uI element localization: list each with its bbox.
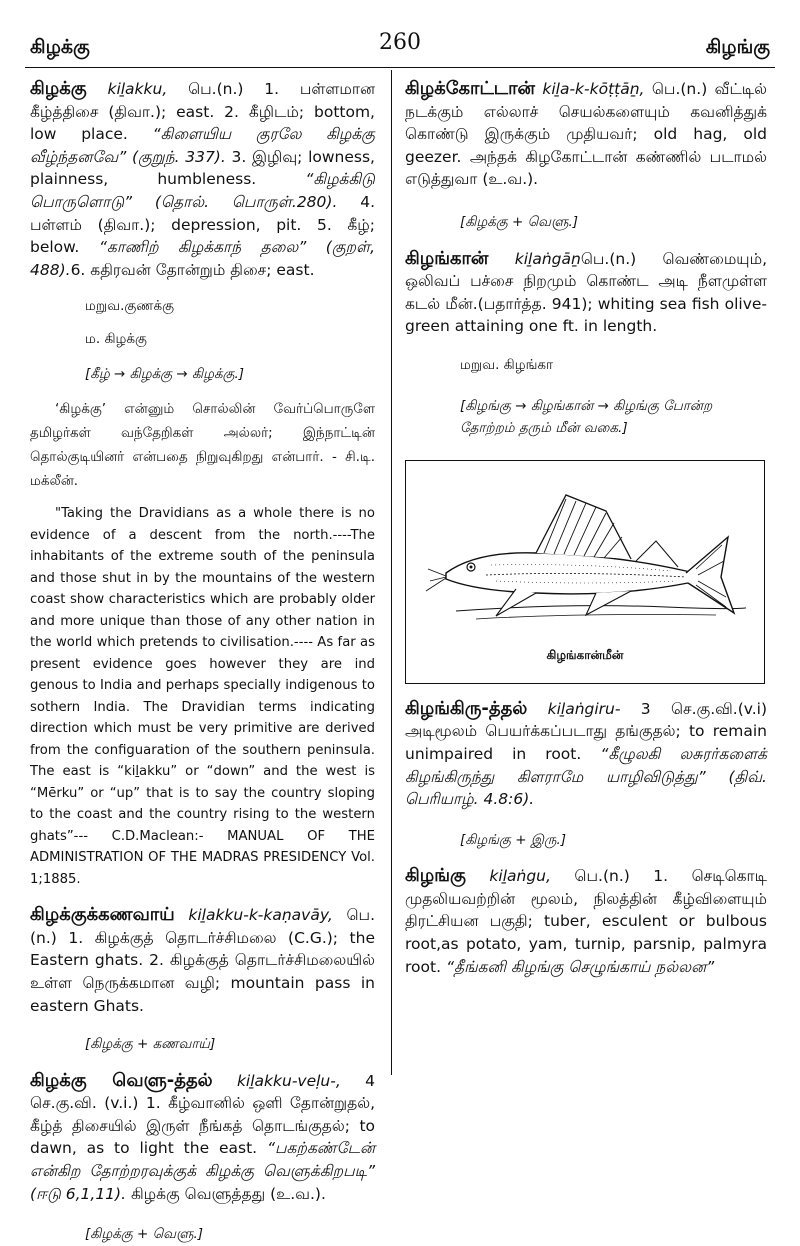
transliteration: kiḻaṅgiru-	[547, 699, 621, 718]
definition-text: 3 செ.கு.வி.(v.i) அடிமூலம் பெயர்க்கப்படாது தங்குதல்; to remain unimpaired in root.	[405, 699, 767, 763]
citation-quote: “கிளையிய குரலே கிழக்கு வீழ்ந்தனவே” (குறுந். 337).	[30, 125, 375, 166]
definition-text: 3. இழிவு; lowness, plainness, humbleness.	[30, 147, 375, 189]
definition-text: பெ.(n.) 1. செடிகொடி முதலியவற்றின் மூலம், நிலத்தின் கீழ்விளையும் திரட்சியன பகுதி; tuber, esculent or bulbous root,as potato, yam, turnip, parsnip, palmyra root.	[405, 867, 767, 976]
definition-text: 4 செ.கு.வி. (v.i.) 1. கீழ்வானில் ஒளி தோன்றுதல், கீழ்த் திசையில் இருள் நீங்கத் தொடங்குதல்; to dawn, as to light the east.	[30, 1071, 375, 1158]
page-header	[0, 0, 800, 62]
running-head-left: கிழக்கு	[30, 36, 90, 58]
transliteration: kiḻakku,	[107, 80, 168, 98]
malayalam-cognate: ம. கிழக்கு	[85, 330, 147, 347]
etymology: [கிழங்கு + இரு.]	[460, 831, 567, 848]
headword: கிழங்கு	[405, 865, 466, 887]
etymology: [கிழக்கு + வெளு.]	[460, 213, 579, 230]
figure-caption: கிழங்கான்மீன்	[546, 648, 624, 663]
definition-text: பெ.(n.) வெண்மையும், ஒலிவப் பச்சை நிறமும் கொண்ட அடி நீளமுள்ள கடல் மீன்.(பதார்த்த. 941); whiting sea fish olive-green attaining one ft. in length.	[405, 249, 767, 336]
citation-quote: “கீழுலகி லசுரர்களைக் கிழங்கிருந்து கிளராமே யாழிவிடுத்து” (திவ். பெரியாழ். 4.8:6).	[405, 744, 767, 809]
etymology: [கிழங்கு → கிழங்கான் → கிழங்கு போன்ற தோற்றம் தரும் மீன் வகை.]	[460, 397, 713, 437]
tamil-note: ‘கிழக்கு’ என்னும் சொல்லின் வேர்ப்பொருளே தமிழர்கள் வந்தேறிகள் அல்லர்; இந்நாட்டின் தொல்குடியினர் என்பதை நிறுவுகிறது என்பார். - சி.டி. மக்லீன்.	[30, 401, 375, 490]
left-column	[30, 78, 375, 1246]
etymology: [கீழ் → கிழக்கு → கிழக்கு.]	[85, 365, 245, 382]
synonym-line: மறுவ.குணக்கு	[85, 298, 175, 315]
definition-text: கிழக்கு வெளுத்தது (உ.வ.).	[126, 1184, 326, 1203]
english-note: "Taking the Dravidians as a whole there is no evidence of a descent from the north.----The inhabitants of the extreme south of the peninsula and those shut in by the mountains of the western coast show characteristics which are probably older and more unique than those of any other nation in the world which pretends to civilisation.---- As far as present evidence goes however they are ind genous to India and perhaps specially indigenous to sothern India. The Dravidian terms indicating direction which must be very primitive are derived from the configuaration of the southern peninsula. The east is “kiḻakku” or “down” and the west is “Mērku” or “up” that is to say the country sloping to the coast and the country rising to the western ghats”--- C.D.Maclean:- MANUAL OF THE ADMINISTRATION OF THE MADRAS PRESIDENCY Vol. 1;1885.	[30, 506, 375, 887]
citation-quote: “பகற்கண்டேன் என்கிற தோற்றரவுக்குக் கிழக்கு வெளுக்கிறபடி” (ஈடு 6,1,11).	[30, 1139, 375, 1203]
headword: கிழங்கிரு-த்தல்	[405, 697, 528, 719]
definition-text: 6. கதிரவன் தோன்றும் திசை; east.	[70, 260, 315, 279]
entry-kizhangan	[405, 248, 767, 338]
fish-illustration-icon	[416, 481, 746, 631]
running-head-right: கிழங்கு	[705, 36, 770, 58]
headword: கிழங்கான்	[405, 247, 489, 269]
definition-text: பெ.(n.) வீட்டில் நடக்கும் எல்லாச் செயல்களையும் கவனித்துக் கொண்டு இருக்கும் முதியவர்; old hag, old geezer. அந்தக் கிழகோட்டான் கண்ணில் படாமல் எடுத்துவா (உ.வ.).	[405, 80, 767, 189]
etymology: [கிழக்கு + வெளு.]	[85, 1226, 204, 1243]
column-divider	[391, 70, 392, 1075]
definition-text: 4. பள்ளம் (திவா.); depression, pit. 5. கீழ்; below.	[30, 192, 375, 257]
headword: கிழக்கு	[30, 78, 87, 99]
page-number: 260	[379, 30, 421, 55]
definition-text: பெ.(n.) 1. பள்ளமான கீழ்த்திசை (திவா.); east. 2. கீழிடம்; bottom, low place.	[30, 80, 375, 144]
headword: கிழக்கு வெளு-த்தல்	[30, 1069, 213, 1091]
transliteration: kiḻaṅgāṉ	[514, 249, 581, 268]
etymology: [கிழக்கு + கணவாய்]	[85, 1036, 216, 1053]
fish-figure	[405, 460, 765, 684]
definition-text: பெ.(n.) 1. கிழக்குத் தொடர்ச்சிமலை (C.G.); the Eastern ghats. 2. கிழக்குத் தொடர்ச்சிமலையில் உள்ள நெருக்கமான வழி; mountain pass in eastern Ghats.	[30, 906, 375, 1015]
citation-quote: “கிழக்கிடு பொருளொடு” (தொல். பொருள்.280).	[30, 170, 375, 211]
entry-kizhakku-kanavai	[30, 904, 375, 1017]
synonym-line: மறுவ. கிழங்கா	[460, 356, 554, 373]
right-column	[405, 78, 767, 978]
header-rule	[25, 67, 775, 68]
citation-quote: “காணிற் கிழக்காந் தலை” (குறள், 488).	[30, 238, 375, 279]
entry-kizhangu	[405, 865, 767, 978]
transliteration: kiḻaṅgu,	[489, 867, 551, 886]
entry-kizhangiru	[405, 698, 767, 811]
transliteration: kiḻakku-veḷu-,	[236, 1071, 341, 1090]
citation-quote: “தீங்கனி கிழங்கு செழுங்காய் நல்லன”	[445, 957, 715, 976]
transliteration: kiḻakku-k-kaṇavāy,	[188, 906, 333, 925]
entry-kizhakku	[30, 78, 375, 281]
entry-kizhakkottan	[405, 78, 767, 191]
headword: கிழக்குக்கணவாய்	[30, 904, 175, 926]
headword: கிழக்கோட்டான்	[405, 78, 535, 99]
entry-kizhakku-velu	[30, 1070, 375, 1206]
transliteration: kiḻa-k-kōṭṭāṉ,	[542, 80, 645, 98]
